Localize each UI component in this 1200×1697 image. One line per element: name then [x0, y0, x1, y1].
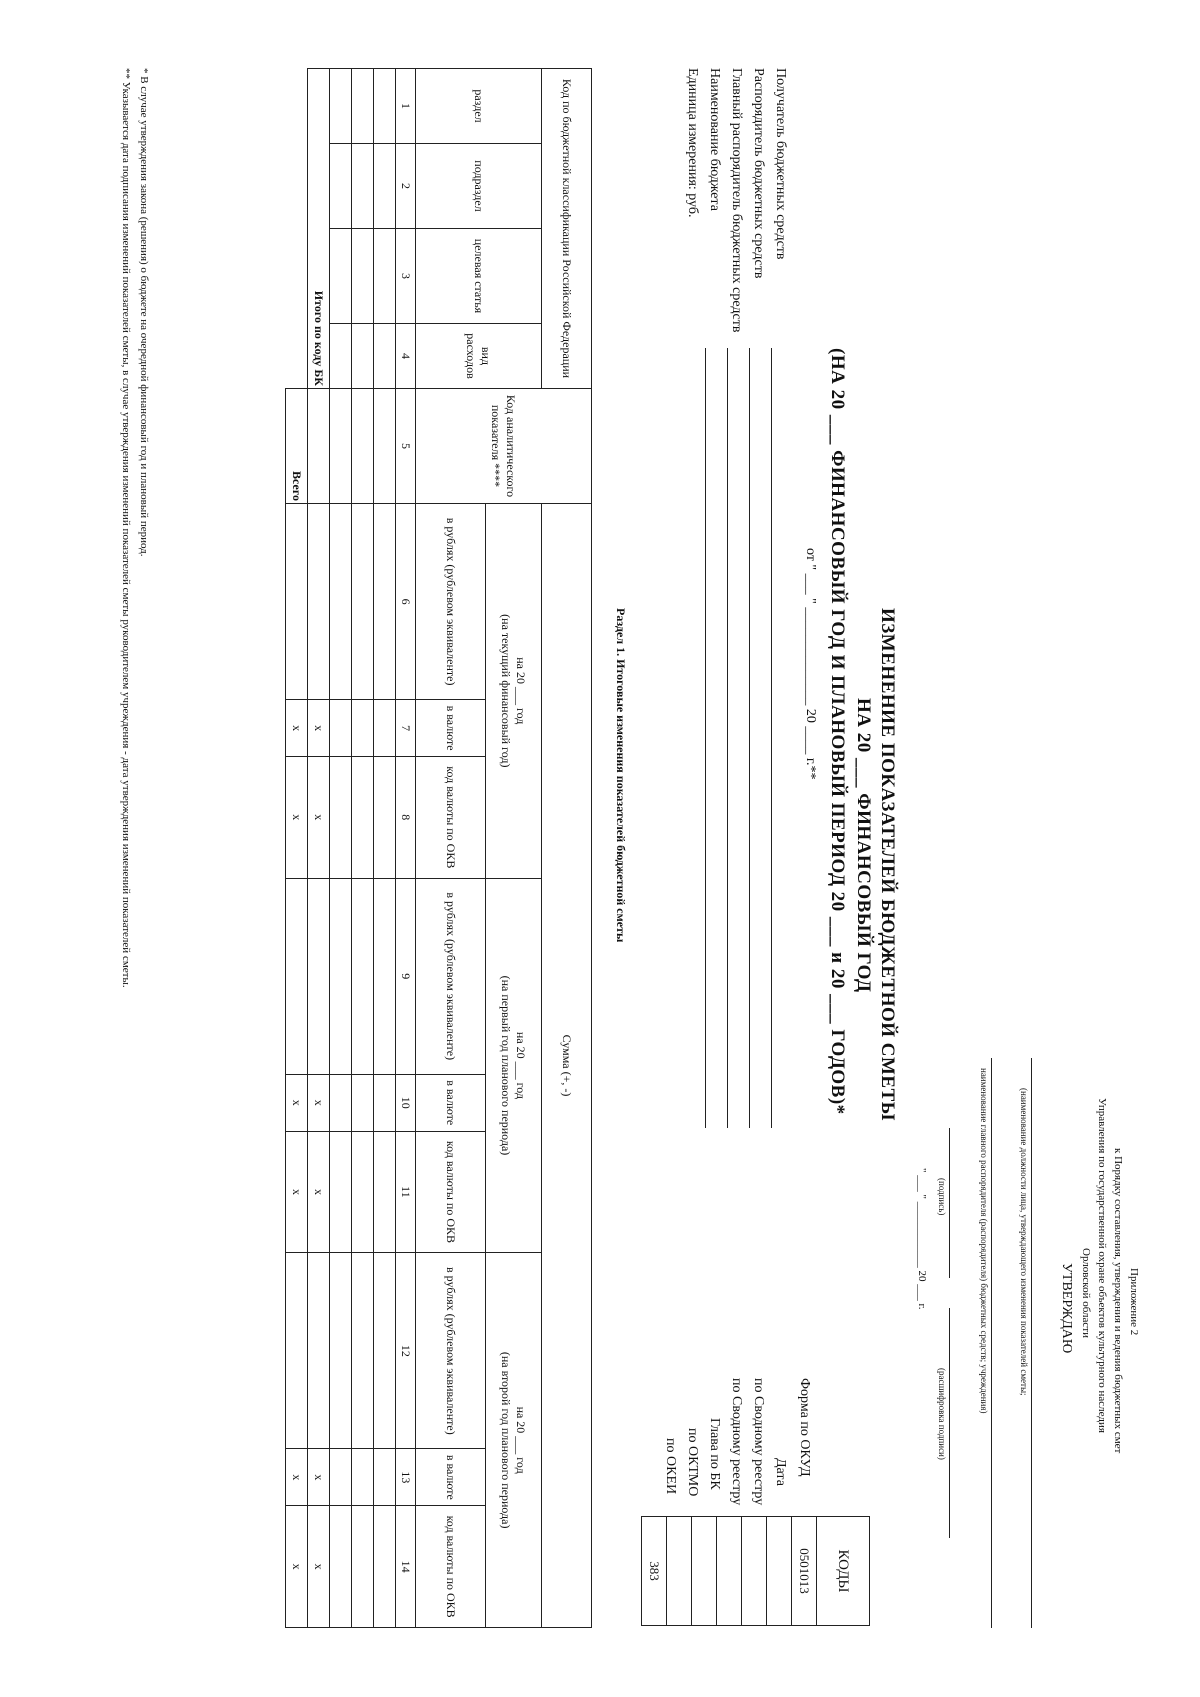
field-budget-name: Наименование бюджета: [707, 68, 722, 211]
appendix-label: Приложение 2: [1128, 1268, 1140, 1336]
order-line-1: к Порядку составления, утверждения и ведения бюджетных смет: [1112, 1148, 1124, 1454]
table-row: [374, 69, 396, 1628]
col-section: раздел: [416, 69, 542, 144]
order-line-2: Управления по государственной охране объектов культурного наследия: [1096, 1098, 1108, 1433]
indicators-table: [285, 68, 592, 1628]
vsego-row: Всего x x x x x x: [286, 69, 308, 1628]
table-row: [330, 69, 352, 1628]
position-caption: (наименование должности лица, утверждающего изменения показателей сметы;: [1019, 1088, 1029, 1396]
code-oktmo: [667, 1517, 692, 1626]
code-registry-1: [742, 1517, 767, 1626]
code-okud: 0501013: [792, 1517, 817, 1626]
code-bk: [692, 1517, 717, 1626]
y2-okv: код валюты по ОКВ: [416, 1131, 486, 1253]
form-title: ИЗМЕНЕНИЕ ПОКАЗАТЕЛЕЙ БЮДЖЕТНОЙ СМЕТЫ: [877, 608, 898, 1121]
code-label-registry-1: по Сводному реестру: [751, 1378, 766, 1506]
field-chief-manager: Главный распорядитель бюджетных средств: [729, 68, 744, 333]
code-label-okud: Форма по ОКУД: [797, 1378, 812, 1477]
org-caption: наименование главного распорядителя (распорядителя) бюджетных средств; учреждения): [979, 1068, 989, 1414]
sum-header: Сумма (+, -): [542, 504, 592, 1628]
form-title-line2: НА 20 ___ ФИНАНСОВЫЙ ГОД: [853, 698, 874, 993]
col-subsection: подраздел: [416, 144, 542, 229]
footnote-1: * В случае утверждения закона (решения) о бюджете на очередной финансовый год и плановый период.: [138, 68, 150, 557]
year-1-header: на 20 ___ год (на текущий финансовый год): [486, 504, 542, 879]
field-unit: Единица измерения: руб.: [685, 68, 700, 218]
footnote-2: ** Указывается дата подписания изменений показателей сметы, в случае утверждения изменений показателей сметы руководителем учреждения - дата утверждения изменений показателей сметы.: [120, 68, 132, 988]
field-manager: Распорядитель бюджетных средств: [751, 68, 766, 279]
itogo-row: Итого по коду БК x x x x x x: [308, 69, 330, 1628]
code-label-registry-2: по Сводному реестру: [729, 1378, 744, 1506]
codes-table: [641, 1516, 870, 1626]
y2-rub: в рублях (рублевом эквиваленте): [416, 878, 486, 1074]
code-label-okei: по ОКЕИ: [663, 1438, 678, 1495]
y3-okv: код валюты по ОКВ: [416, 1506, 486, 1628]
approve-date-line: " ___ " ____________ 20 ___ г.: [916, 1168, 928, 1310]
code-label-date: Дата: [773, 1458, 788, 1486]
y3-rub: в рублях (рублевом эквиваленте): [416, 1253, 486, 1449]
y1-okv: код валюты по ОКВ: [416, 756, 486, 878]
y3-cur: в валюте: [416, 1449, 486, 1506]
year-2-header: на 20 ___ год (на первый год планового периода): [486, 878, 542, 1253]
decode-caption: (расшифровка подписи): [937, 1368, 947, 1460]
col-target: целевая статья: [416, 229, 542, 324]
y1-rub: в рублях (рублевом эквиваленте): [416, 504, 486, 700]
analytic-header: Код аналитического показателя ****: [416, 389, 592, 504]
sign-caption: (подпись): [937, 1178, 947, 1216]
codes-header: КОДЫ: [817, 1517, 870, 1626]
y1-cur: в валюте: [416, 700, 486, 757]
table-row: [352, 69, 374, 1628]
order-line-3: Орловской области: [1080, 1248, 1092, 1338]
form-date-line: от " ___ " ______________ 20 ____ г.**: [803, 548, 818, 780]
year-3-header: на 20 ___ год (на второй год планового периода): [486, 1253, 542, 1628]
kbk-header: Код по бюджетной классификации Российской Федерации: [542, 69, 592, 389]
code-label-bk: Глава по БК: [707, 1418, 722, 1490]
col-expense-type: вид расходов: [416, 324, 542, 389]
code-okei: 383: [642, 1517, 667, 1626]
field-recipient: Получатель бюджетных средств: [773, 68, 788, 260]
column-numbers-row: 1 2 3 4 5 6 7 8 9 10 11 12 13 14: [396, 69, 416, 1628]
code-registry-2: [717, 1517, 742, 1626]
rotated-form-sheet: [40, 48, 1160, 1648]
y2-cur: в валюте: [416, 1074, 486, 1131]
code-label-oktmo: по ОКТМО: [685, 1428, 700, 1497]
section-title: Раздел 1. Итоговые изменения показателей бюджетной сметы: [614, 608, 628, 943]
approve-label: УТВЕРЖДАЮ: [1059, 1263, 1074, 1354]
code-date: [767, 1517, 792, 1626]
form-title-line3: (НА 20 ___ ФИНАНСОВЫЙ ГОД И ПЛАНОВЫЙ ПЕРИОД 20 ___ и 20 ___ ГОДОВ)*: [827, 348, 848, 1115]
